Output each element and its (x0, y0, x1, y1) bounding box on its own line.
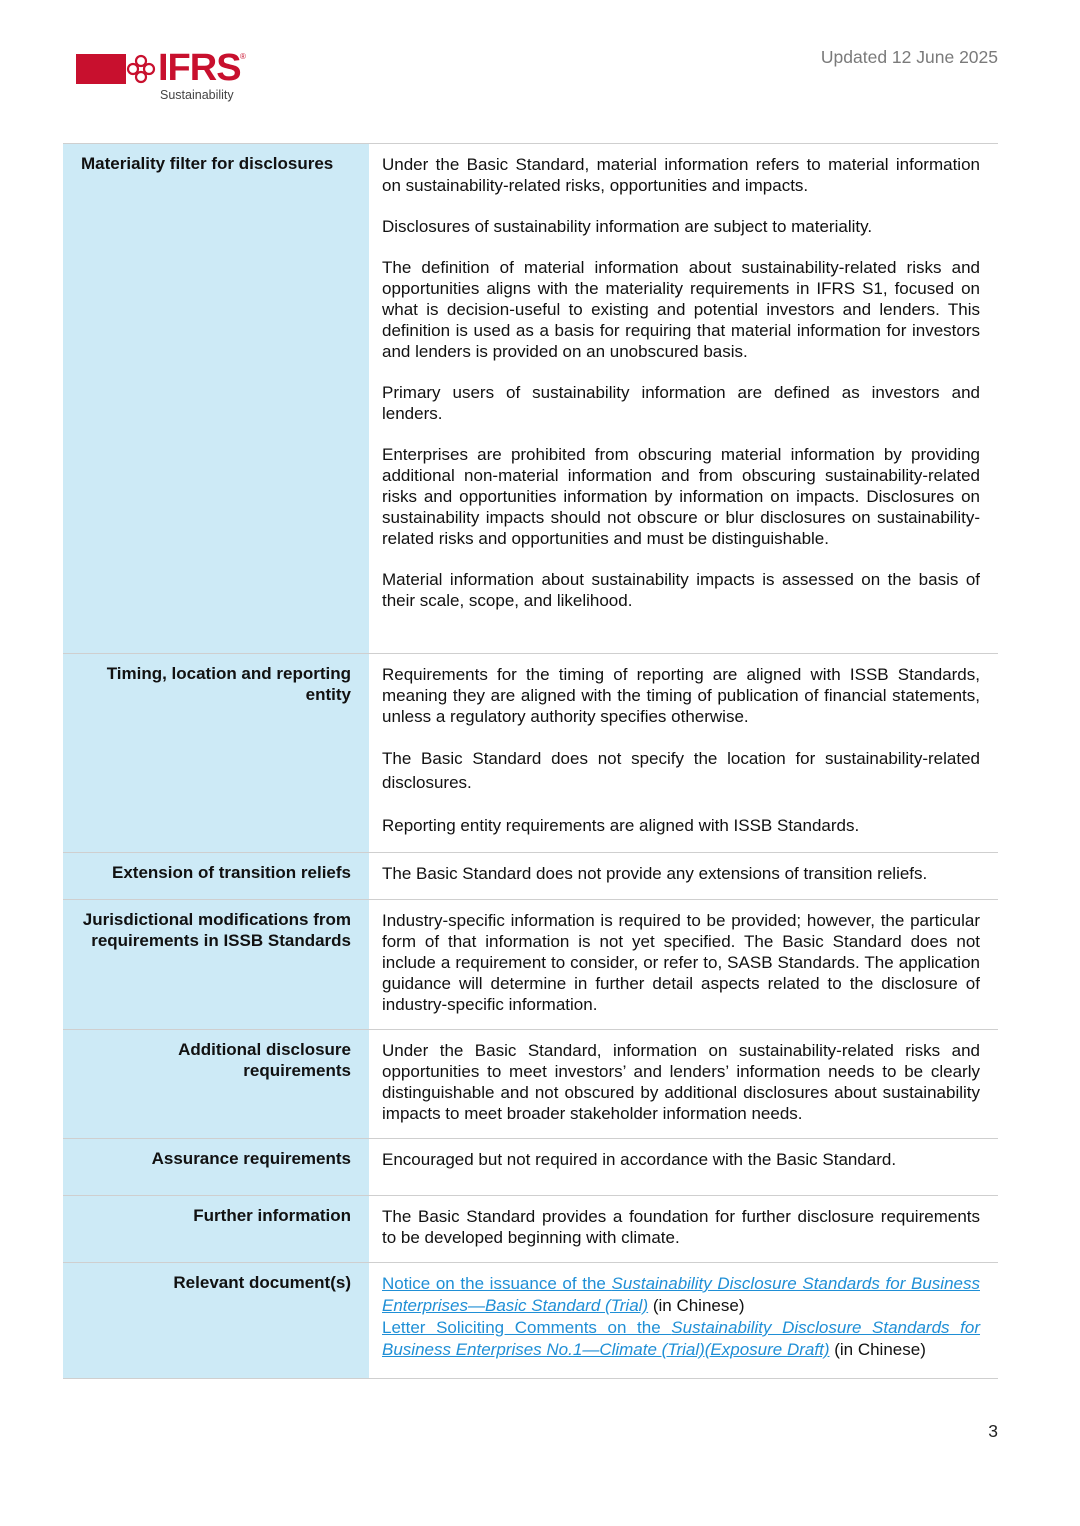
paragraph: The Basic Standard does not specify the location for sustainability-related disclosures. (382, 749, 980, 792)
paragraph: Under the Basic Standard, information on sustainability-related risks and opportunities to meet investors’ and lenders’ information needs to be clearly distinguishable and not obscured by additional disclosures about sustainability impacts to meet broader stakeholder information needs. (382, 1041, 980, 1123)
table-row (63, 1196, 998, 1263)
paragraph: The Basic Standard does not provide any extensions of transition reliefs. (382, 864, 928, 883)
row-content (369, 1139, 998, 1195)
row-content (369, 1196, 998, 1262)
table-row (63, 654, 998, 853)
paragraph: Under the Basic Standard, material information refers to material information on sustainability-related risks, opportunities and impacts. (382, 155, 980, 195)
row-label: Materiality filter for disclosures (63, 144, 369, 653)
paragraph: Primary users of sustainability information are defined as investors and lenders. (382, 383, 980, 423)
link-title: Sustainability Disclosure Standards for Business Enterprises No.1—Climate (Trial)(Exposure Draft) (382, 1318, 980, 1359)
row-label: Timing, location and reporting entity (63, 654, 369, 852)
table-row (63, 900, 998, 1030)
link-text: Notice on the issuance of the (382, 1274, 612, 1293)
table-row (63, 853, 998, 900)
link-title: Sustainability Disclosure Standards for Business Enterprises—Basic Standard (Trial) (382, 1274, 980, 1315)
paragraph: The definition of material information about sustainability-related risks and opportunities aligns with the materiality requirements in IFRS S1, focused on what is decision-useful to existing and potential investors and lenders. This definition is used as a basis for requiring that material information for investors and lenders is provided on an unobscured basis. (382, 258, 980, 361)
paragraph: Requirements for the timing of reporting are aligned with ISSB Standards, meaning they are aligned with the timing of publication of financial statements, unless a regulatory authority specifies otherwise. (382, 665, 980, 726)
standards-table (63, 143, 998, 1379)
row-content (369, 1263, 998, 1378)
link-language: (in Chinese) (648, 1296, 745, 1315)
link-language: (in Chinese) (829, 1340, 926, 1359)
row-content (369, 900, 998, 1029)
row-label: Further information (63, 1196, 369, 1262)
paragraph: Material information about sustainability impacts is assessed on the basis of their scale, scope, and likelihood. (382, 570, 980, 610)
row-label: Additional disclosure requirements (63, 1030, 369, 1138)
row-label: Assurance requirements (63, 1139, 369, 1195)
page-number: 3 (988, 1421, 998, 1441)
document-link-item (382, 1317, 980, 1361)
ifrs-flower-icon (124, 52, 158, 86)
logo-red-bar (76, 54, 126, 84)
logo-wordmark: IFRS (158, 47, 241, 89)
table-row (63, 1030, 998, 1139)
row-content (369, 144, 998, 653)
paragraph: Disclosures of sustainability information are subject to materiality. (382, 217, 873, 236)
logo-subtitle: Sustainability (160, 88, 234, 102)
row-content (369, 1030, 998, 1138)
row-label: Relevant document(s) (63, 1263, 369, 1378)
ifrs-logo (76, 47, 256, 106)
row-content (369, 654, 998, 852)
logo-registered-mark: ® (240, 52, 246, 61)
table-row (63, 1263, 998, 1379)
table-row (63, 144, 998, 654)
paragraph: Enterprises are prohibited from obscuring material information by providing additional non-material information and from obscuring sustainability-related risks and opportunities information by information on impacts. Disclosures on sustainability impacts should not obscure or blur disclosures on sustainability-related risks and opportunities and must be distinguishable. (382, 445, 980, 548)
link-text: Letter Soliciting Comments on the (382, 1318, 672, 1337)
paragraph: Industry-specific information is required to be provided; however, the particular form of that information is not yet specified. The Basic Standard does not include a requirement to consider, or refer to, SASB Standards. The application guidance will determine in further detail aspects related to the disclosure of industry-specific information. (382, 911, 980, 1014)
row-label: Extension of transition reliefs (63, 853, 369, 899)
paragraph: Reporting entity requirements are aligned with ISSB Standards. (382, 816, 860, 835)
row-content (369, 853, 998, 899)
paragraph: Encouraged but not required in accordance with the Basic Standard. (382, 1150, 897, 1169)
updated-date: Updated 12 June 2025 (820, 47, 998, 67)
table-row (63, 1139, 998, 1196)
paragraph: The Basic Standard provides a foundation for further disclosure requirements to be developed beginning with climate. (382, 1207, 980, 1247)
document-link-item (382, 1273, 980, 1317)
row-label: Jurisdictional modifications from requirements in ISSB Standards (63, 900, 369, 1029)
